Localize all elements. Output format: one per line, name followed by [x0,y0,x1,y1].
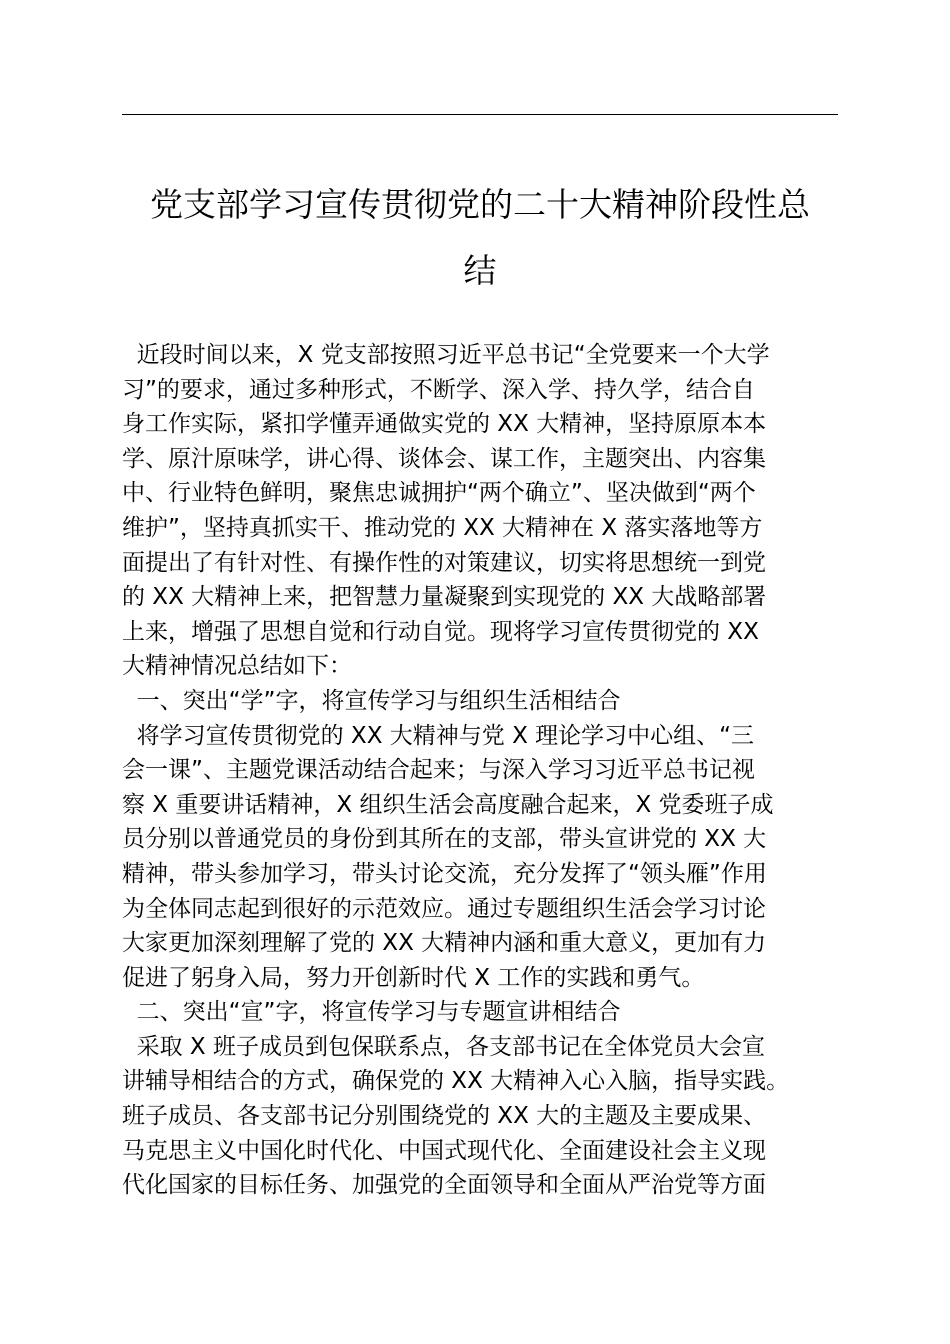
body-text-line: 学、原汁原味学，讲心得、谈体会、谋工作，主题突出、内容集 [122,445,766,472]
body-text-line: 为全体同志起到很好的示范效应。通过专题组织生活会学习讨论 [122,895,766,922]
body-text-line: 大家更加深刻理解了党的 XX 大精神内涵和重大意义，更加有力 [122,930,767,957]
body-text-line: 的 XX 大精神上来，把智慧力量凝聚到实现党的 XX 大战略部署 [122,584,767,611]
header-rule [122,114,838,115]
document-title [122,172,838,304]
body-text-line: 习”的要求，通过多种形式，不断学、深入学、持久学，结合自 [122,376,755,403]
body-text-line: 一、突出“学”字，将宣传学习与组织生活相结合 [122,687,621,714]
body-text-line: 身工作实际，紧扣学懂弄通做实党的 XX 大精神，坚持原原本本 [122,411,767,438]
body-text-line: 维护”，坚持真抓实干、推动党的 XX 大精神在 X 落实落地等方 [122,514,763,541]
body-text-line: 大精神情况总结如下： [122,653,352,680]
body-text-line: 中、行业特色鲜明，聚焦忠诚拥护“两个确立”、坚决做到“两个 [122,480,756,507]
title-line: 结 [463,251,497,290]
body-text-line: 精神，带头参加学习，带头讨论交流，充分发挥了“领头雁”作用 [122,860,767,887]
body-text-line: 会一课”、主题党课活动结合起来；与深入学习习近平总书记视 [122,757,755,784]
document-body [122,338,842,1203]
body-text-line: 采取 X 班子成员到包保联系点，各支部书记在全体党员大会宣 [122,1033,766,1060]
body-text-line: 班子成员、各支部书记分别围绕党的 XX 大的主题及主要成果、 [122,1103,767,1130]
body-text-line: 上来，增强了思想自觉和行动自觉。现将学习宣传贯彻党的 XX [122,618,759,645]
body-text-line: 察 X 重要讲话精神，X 组织生活会高度融合起来，X 党委班子成 [122,791,774,818]
title-line: 党支部学习宣传贯彻党的二十大精神阶段性总 [150,185,810,224]
body-text-line: 员分别以普通党员的身份到其所在的支部，带头宣讲党的 XX 大 [122,826,767,853]
body-text-line: 近段时间以来，X 党支部按照习近平总书记“全党要来一个大学 [122,342,770,368]
body-text-line: 代化国家的目标任务、加强党的全面领导和全面从严治党等方面 [122,1172,766,1199]
body-text-line: 将学习宣传贯彻党的 XX 大精神与党 X 理论学习中心组、“三 [122,722,755,749]
body-text-line: 促进了躬身入局，努力开创新时代 X 工作的实践和勇气。 [122,964,705,991]
body-text-line: 二、突出“宣”字，将宣传学习与专题宣讲相结合 [122,999,621,1026]
body-text-line: 面提出了有针对性、有操作性的对策建议，切实将思想统一到党 [122,549,766,576]
body-text-line: 马克思主义中国化时代化、中国式现代化、全面建设社会主义现 [122,1137,766,1164]
body-text-line: 讲辅导相结合的方式，确保党的 XX 大精神入心入脑，指导实践。 [122,1068,790,1095]
